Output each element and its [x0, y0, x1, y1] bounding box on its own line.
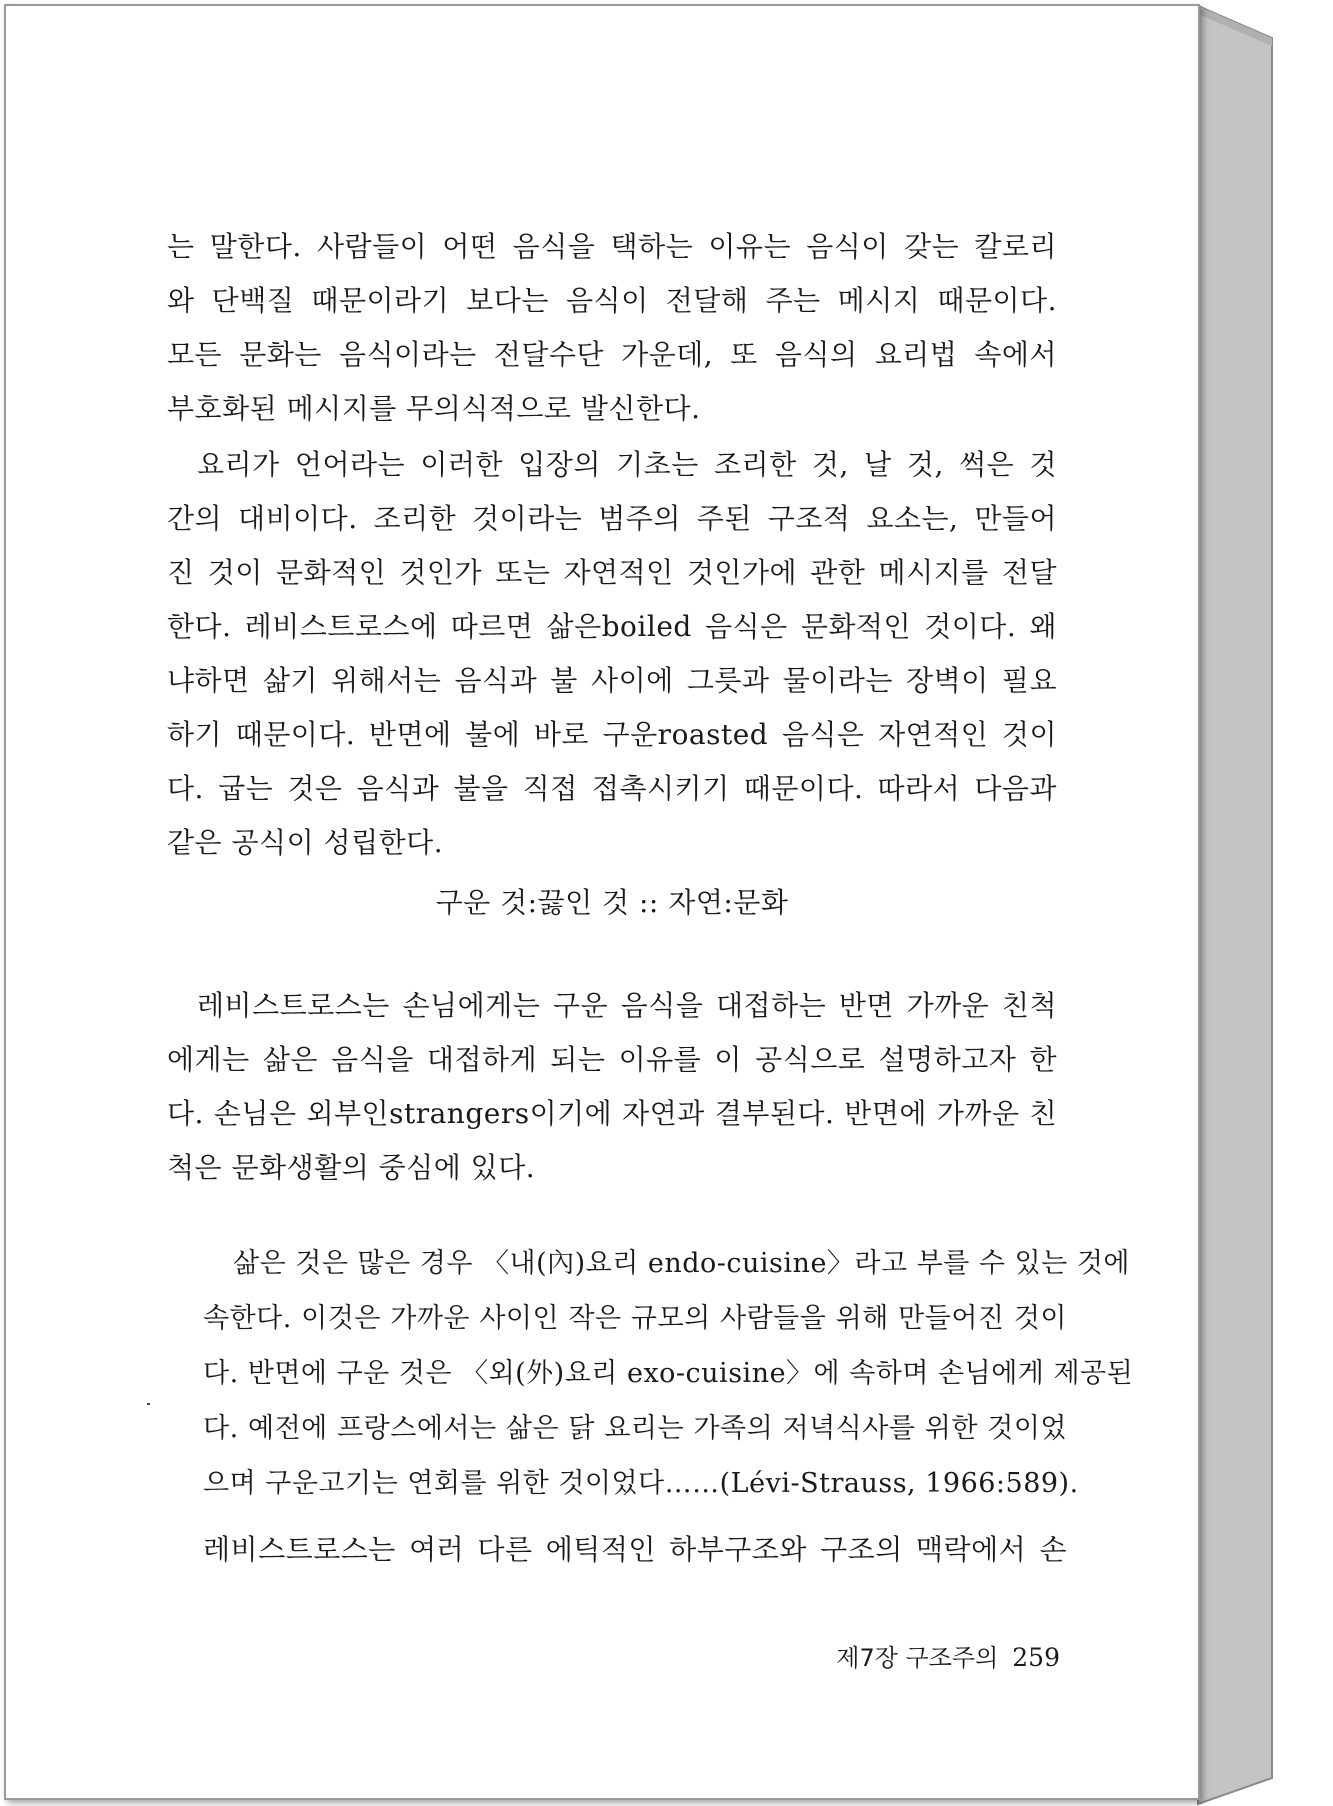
text-line: 모든 문화는 음식이라는 전달수단 가운데, 또 음식의 요리법 속에서 — [167, 338, 1057, 371]
text-line: 레비스트로스는 여러 다른 에틱적인 하부구조와 구조의 맥락에서 손 — [203, 1533, 1067, 1566]
text-line: 같은 공식이 성립한다. — [167, 826, 444, 859]
text-line: 부호화된 메시지를 무의식적으로 발신한다. — [167, 392, 701, 425]
text-line: 진 것이 문화적인 것인가 또는 자연적인 것인가에 관한 메시지를 전달 — [167, 556, 1057, 589]
text-line: 냐하면 삶기 위해서는 음식과 불 사이에 그릇과 물이라는 장벽이 필요 — [167, 664, 1057, 697]
text-line: 다. 반면에 구운 것은 〈외(外)요리 exo-cuisine〉에 속하며 손님에게 제공된 — [203, 1358, 1134, 1389]
text-line: 레비스트로스는 손님에게는 구운 음식을 대접하는 반면 가까운 친척 — [197, 989, 1057, 1022]
text-line: 다. 손님은 외부인strangers이기에 자연과 결부된다. 반면에 가까운 친 — [167, 1097, 1057, 1130]
text-line: 요리가 언어라는 이러한 입장의 기초는 조리한 것, 날 것, 썩은 것 — [197, 448, 1057, 481]
text-line: 에게는 삶은 음식을 대접하게 되는 이유를 이 공식으로 설명하고자 한 — [167, 1043, 1057, 1076]
page-footer — [700, 1642, 1060, 1674]
text-line: 간의 대비이다. 조리한 것이라는 범주의 주된 구조적 요소는, 만들어 — [167, 502, 1057, 535]
text-line: 한다. 레비스트로스에 따르면 삶은boiled 음식은 문화적인 것이다. 왜 — [167, 610, 1057, 643]
text-line: 다. 굽는 것은 음식과 불을 직접 접촉시키기 때문이다. 따라서 다음과 — [167, 772, 1057, 805]
text-line: 다. 예전에 프랑스에서는 삶은 닭 요리는 가족의 저녁식사를 위한 것이었 — [203, 1413, 1067, 1444]
chapter-title: 제7장 구조주의 — [836, 1644, 999, 1672]
text-line: 속한다. 이것은 가까운 사이인 작은 규모의 사람들을 위해 만들어진 것이 — [203, 1303, 1067, 1334]
paragraph-3 — [167, 979, 1057, 1195]
formula: 구운 것:끓인 것 :: 자연:문화 — [435, 886, 789, 919]
speck — [147, 1403, 150, 1405]
text-line: 와 단백질 때문이라기 보다는 음식이 전달해 주는 메시지 때문이다. — [167, 284, 1057, 317]
block-quote — [203, 1236, 1134, 1511]
page-number: 259 — [1012, 1643, 1060, 1672]
text-line: 척은 문화생활의 중심에 있다. — [167, 1151, 536, 1184]
text-line: 하기 때문이다. 반면에 불에 바로 구운roasted 음식은 자연적인 것이 — [167, 718, 1057, 751]
text-line: 으며 구운고기는 연회를 위한 것이었다……(Lévi-Strauss, 1966:589). — [203, 1468, 1079, 1499]
paragraph-1 — [167, 220, 1057, 870]
text-line: 삶은 것은 많은 경우 〈내(內)요리 endo-cuisine〉라고 부를 수 있는 것에 — [233, 1248, 1130, 1279]
paragraph-4 — [203, 1523, 1067, 1577]
text-line: 는 말한다. 사람들이 어떤 음식을 택하는 이유는 음식이 갖는 칼로리 — [167, 230, 1057, 263]
